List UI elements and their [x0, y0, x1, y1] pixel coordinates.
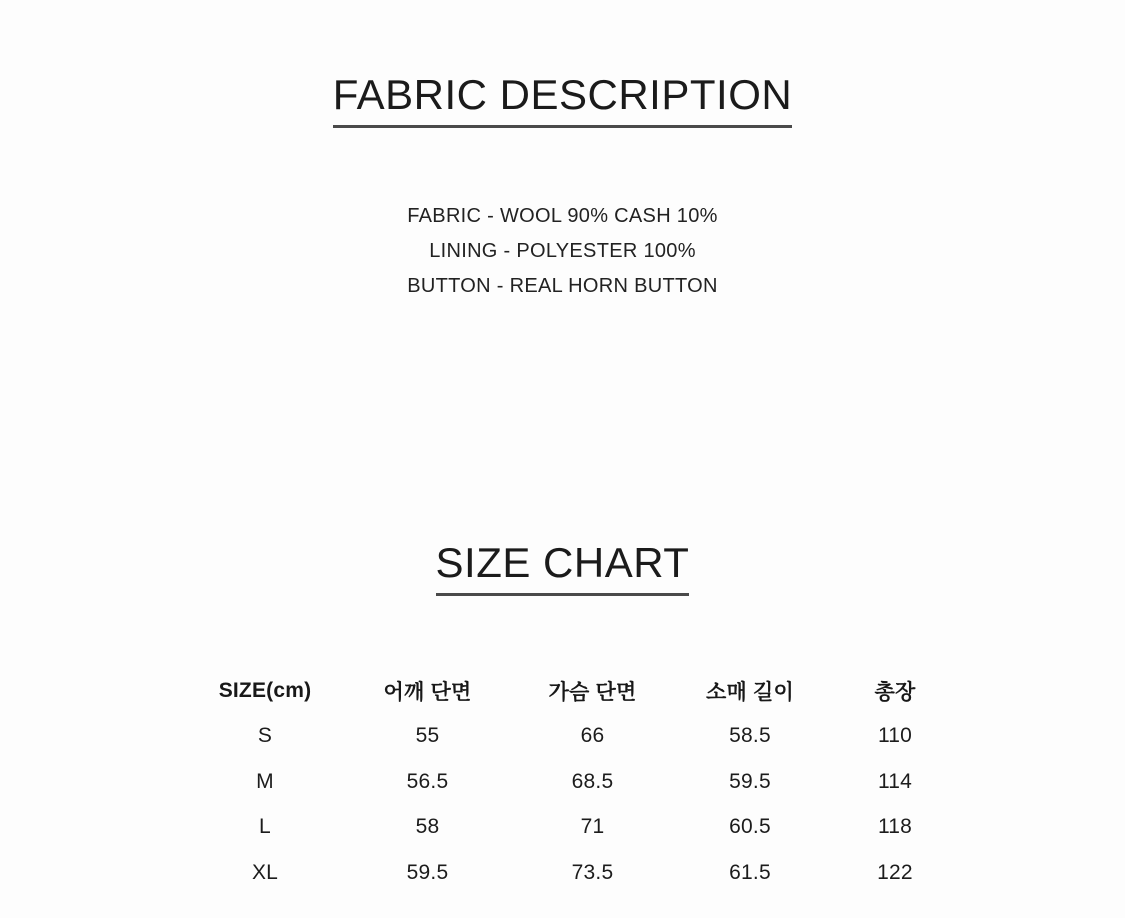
- value-l-chest: 71: [580, 815, 605, 839]
- value-m-sleeve: 59.5: [729, 769, 771, 793]
- value-l-shoulder: 58: [415, 815, 440, 839]
- value-xl-shoulder: 59.5: [406, 860, 449, 884]
- fabric-spec-line-fabric: FABRIC - WOOL 90% CASH 10%: [407, 205, 718, 227]
- value-s-total: 110: [877, 724, 913, 748]
- size-chart-title: SIZE CHART: [436, 540, 690, 596]
- value-m-total: 114: [877, 769, 913, 793]
- fabric-spec-line-button: BUTTON - REAL HORN BUTTON: [407, 275, 718, 297]
- size-label-s: S: [257, 724, 273, 748]
- fabric-spec-list: [0, 199, 1125, 304]
- column-header-chest: 가슴 단면: [548, 680, 637, 704]
- size-label-xl: XL: [251, 860, 279, 884]
- column-header-shoulder: 어깨 단면: [383, 680, 472, 704]
- value-xl-chest: 73.5: [571, 860, 614, 884]
- size-label-l: L: [259, 815, 271, 839]
- value-xl-sleeve: 61.5: [729, 860, 771, 884]
- value-m-chest: 68.5: [571, 769, 614, 793]
- column-header-total-length: 총장: [874, 680, 916, 704]
- value-l-sleeve: 60.5: [729, 815, 771, 839]
- column-header-sleeve-length: 소매 길이: [706, 680, 794, 704]
- size-chart-table: [190, 668, 960, 896]
- size-label-m: M: [256, 769, 274, 793]
- value-m-shoulder: 56.5: [406, 769, 449, 793]
- value-s-sleeve: 58.5: [729, 724, 771, 748]
- fabric-description-title: FABRIC DESCRIPTION: [333, 72, 792, 128]
- fabric-spec-line-lining: LINING - POLYESTER 100%: [429, 240, 696, 262]
- value-s-shoulder: 55: [415, 724, 440, 748]
- fabric-description-section-header: [0, 72, 1125, 128]
- value-xl-total: 122: [877, 860, 913, 884]
- column-header-size: SIZE(cm): [218, 678, 312, 702]
- value-l-total: 118: [877, 815, 913, 839]
- value-s-chest: 66: [580, 724, 605, 748]
- size-chart-section-header: [0, 540, 1125, 596]
